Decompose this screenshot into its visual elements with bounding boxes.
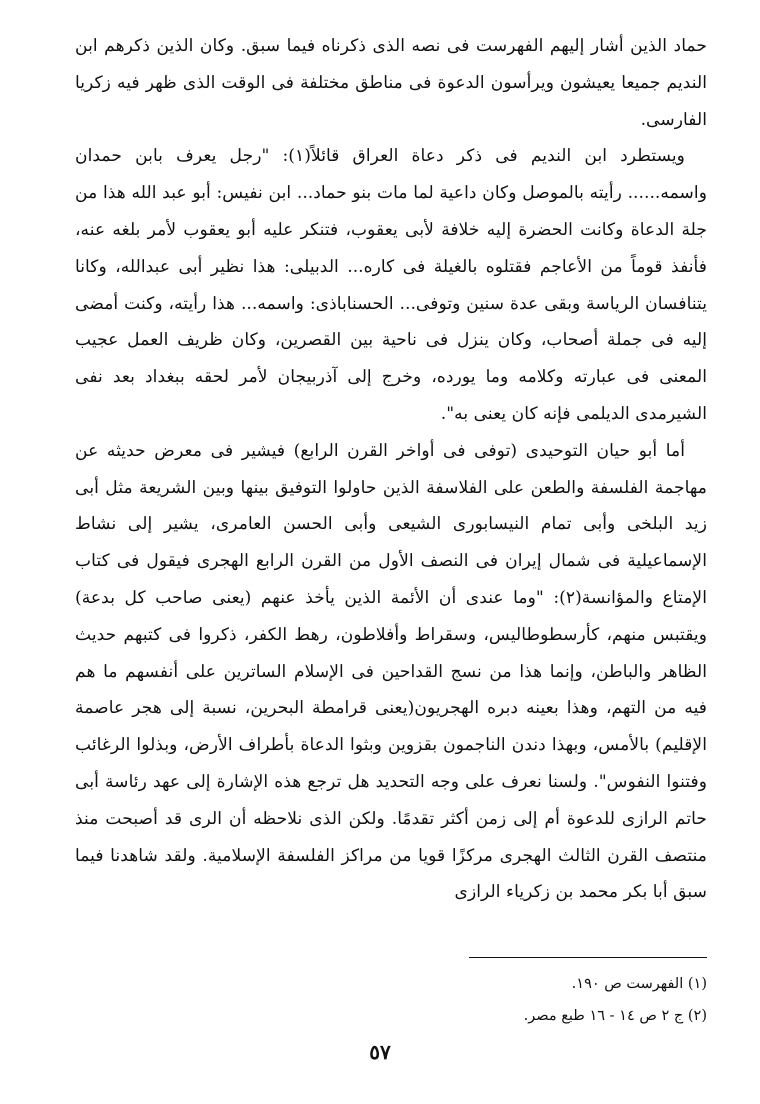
footnotes bbox=[287, 968, 707, 1032]
footnote-2: (٢) ج ٢ ص ١٤ - ١٦ طبع مصر. bbox=[523, 1008, 707, 1024]
paragraph-1: حماد الذين أشار إليهم الفهرست فى نصه الذى ذكرناه فيما سبق. وكان الذين ذكرهم ابن النديم جميعا يعيشون ويرأسون الدعوة فى مناطق مختلفة فى الوقت الذى ظهر فيه زكريا الفارسى. bbox=[75, 36, 707, 130]
paragraph-2: ويستطرد ابن النديم فى ذكر دعاة العراق قائلاً(١): "رجل يعرف بابن حمدان واسمه...... رأيته بالموصل وكان داعية لما مات بنو حماد... ابن نفيس: أبو عبد الله هذا من جلة الدعاة وكانت الحضرة إليه خلافة لأبى يعقوب، فتنكر عليه أبو يعقوب لأمر بلغه عنه، فأنفذ قوماً من الأعاجم فقتلوه بالغيلة فى كاره... الدبيلى: هذا نظير أبى عبدالله، وكانا يتنافسان الرياسة وبقى عدة سنين وتوفى... الحسناباذى: واسمه... هذا رأيته، وكنت أمضى إليه فى جملة أصحاب، وكان ينزل فى ناحية بين القصرين، وكان ظريف العمل عجيب المعنى فى عبارته وكلامه وما يورده، وخرج إلى آذربيجان لأمر لحقه ببغداد بعد نفى الشيرمدى الديلمى فإنه كان يعنى به". bbox=[75, 146, 707, 424]
footnote-1: (١) الفهرست ص ١٩٠. bbox=[571, 976, 707, 992]
paragraph-3: أما أبو حيان التوحيدى (توفى فى أواخر القرن الرابع) فيشير فى معرض حديثه عن مهاجمة الفلسفة والطعن على الفلاسفة الذين حاولوا التوفيق بينها وبين الشريعة مثل أبى زيد البلخى وأبى تمام النيسابورى الشيعى وأبى الحسن العامرى، يشير إلى نشاط الإسماعيلية فى شمال إيران فى النصف الأول من القرن الرابع الهجرى فيقول فى كتاب الإمتاع والمؤانسة(٢): "وما عندى أن الأئمة الذين يأخذ عنهم (يعنى صاحب كل بدعة) ويقتبس منهم، كأرسطوطاليس، وسقراط وأفلاطون، رهط الكفر، ذكروا فى كتبهم حديث الظاهر والباطن، وإنما هذا من نسج القداحين فى الإسلام الساترين على أنفسهم ما هم فيه من التهم، وهذا بعينه دبره الهجريون(يعنى قرامطة البحرين، نسبة إلى هجر عاصمة الإقليم) بالأمس، وبهذا دندن الناجمون بقزوين وبثوا الدعاة بأطراف الأرض، وبذلوا الرغائب وفتنوا النفوس". ولسنا نعرف على وجه التحديد هل ترجع هذه الإشارة إلى عهد رئاسة أبى حاتم الرازى للدعوة أم إلى زمن أكثر تقدمًا. ولكن الذى نلاحظه أن الرى قد أصبحت منذ منتصف القرن الثالث الهجرى مركزًا قويا من مراكز الفلسفة الإسلامية. ولقد شاهدنا فيما سبق أبا بكر محمد بن زكرياء الرازى bbox=[75, 440, 707, 903]
page-body bbox=[75, 28, 707, 911]
footnote-divider bbox=[469, 957, 707, 958]
page-number: ٥٧ bbox=[369, 1040, 391, 1064]
